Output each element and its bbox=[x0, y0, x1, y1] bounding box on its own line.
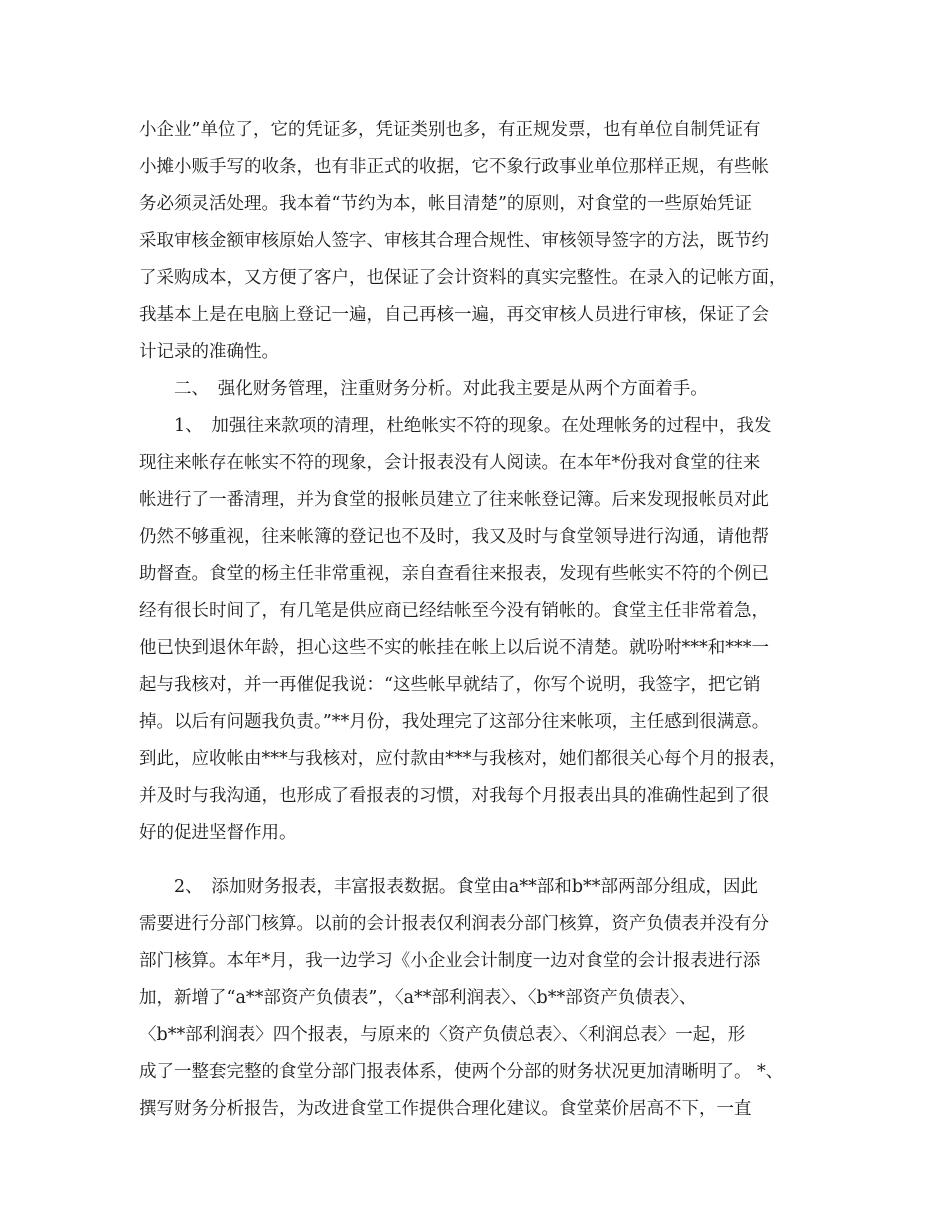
text-line: 好的促进坚督作用。 bbox=[139, 823, 297, 843]
text-line: 成了一整套完整的食堂分部门报表体系，使两个分部的财务状况更加清晰明了。 *、 bbox=[139, 1062, 784, 1082]
text-line: 需要进行分部门核算。以前的会计报表仅利润表分部门核算，资产负债表并没有分 bbox=[139, 914, 769, 934]
text-line: 撰写财务分析报告，为改进食堂工作提供合理化建议。食堂菜价居高不下，一直 bbox=[139, 1099, 752, 1119]
text-line: 加，新增了“a**部资产负债表”，〈a**部利润表〉、〈b**部资产负债表〉、 bbox=[139, 988, 697, 1008]
text-line: 帐进行了一番清理，并为食堂的报帐员建立了往来帐登记簿。后来发现报帐员对此 bbox=[139, 490, 769, 510]
text-line: 仍然不够重视，往来帐簿的登记也不及时，我又及时与食堂领导进行沟通，请他帮 bbox=[139, 527, 769, 547]
text-line: 了采购成本，又方便了客户，也保证了会计资料的真实完整性。在录入的记帐方面， bbox=[139, 268, 787, 288]
text-line: 小摊小贩手写的收条，也有非正式的收据，它不象行政事业单位那样正规，有些帐 bbox=[139, 157, 769, 177]
text-line: 部门核算。本年*月，我一边学习《小企业会计制度一边对食堂的会计报表进行添 bbox=[139, 951, 761, 971]
text-line: 起与我核对，并一再催促我说：“这些帐早就结了，你写个说明，我签字，把它销 bbox=[139, 675, 761, 695]
text-line: 我基本上是在电脑上登记一遍，自己再核一遍，再交审核人员进行审核，保证了会 bbox=[139, 305, 769, 325]
text-line: 经有很长时间了，有几笔是供应商已经结帐至今没有销帐的。食堂主任非常着急， bbox=[139, 601, 769, 621]
text-line: 采取审核金额审核原始人签字、审核其合理合规性、审核领导签字的方法，既节约 bbox=[139, 231, 769, 251]
text-line: 到此，应收帐由***与我核对，应付款由***与我核对，她们都很关心每个月的报表， bbox=[139, 749, 787, 769]
paragraph-heading: 1、 加强往来款项的清理，杜绝帐实不符的现象。在处理帐务的过程中，我发 bbox=[139, 416, 772, 436]
text-line: 现往来帐存在帐实不符的现象，会计报表没有人阅读。在本年*份我对食堂的往来 bbox=[139, 453, 761, 473]
text-line: 掉。以后有问题我负责。”**月份，我处理完了这部分往来帐项，主任感到很满意。 bbox=[139, 712, 770, 732]
section-heading: 二、 强化财务管理，注重财务分析。对此我主要是从两个方面着手。 bbox=[139, 379, 708, 399]
text-line: 务必须灵活处理。我本着“节约为本，帐目清楚”的原则，对食堂的一些原始凭证 bbox=[139, 194, 752, 214]
text-line: 小企业”单位了，它的凭证多，凭证类别也多，有正规发票，也有单位自制凭证有 bbox=[139, 120, 761, 140]
text-line: 他已快到退休年龄，担心这些不实的帐挂在帐上以后说不清楚。就吩咐***和***一 bbox=[139, 638, 769, 658]
text-line: 〈b**部利润表〉四个报表，与原来的〈资产负债总表〉、〈利润总表〉一起，形 bbox=[139, 1025, 746, 1045]
paragraph-heading: 2、 添加财务报表，丰富报表数据。食堂由a**部和b**部两部分组成，因此 bbox=[139, 877, 759, 897]
text-line: 助督查。食堂的杨主任非常重视，亲自查看往来报表，发现有些帐实不符的个例已 bbox=[139, 564, 769, 584]
text-line: 计记录的准确性。 bbox=[139, 342, 279, 362]
text-line: 并及时与我沟通，也形成了看报表的习惯，对我每个月报表出具的准确性起到了很 bbox=[139, 786, 769, 806]
